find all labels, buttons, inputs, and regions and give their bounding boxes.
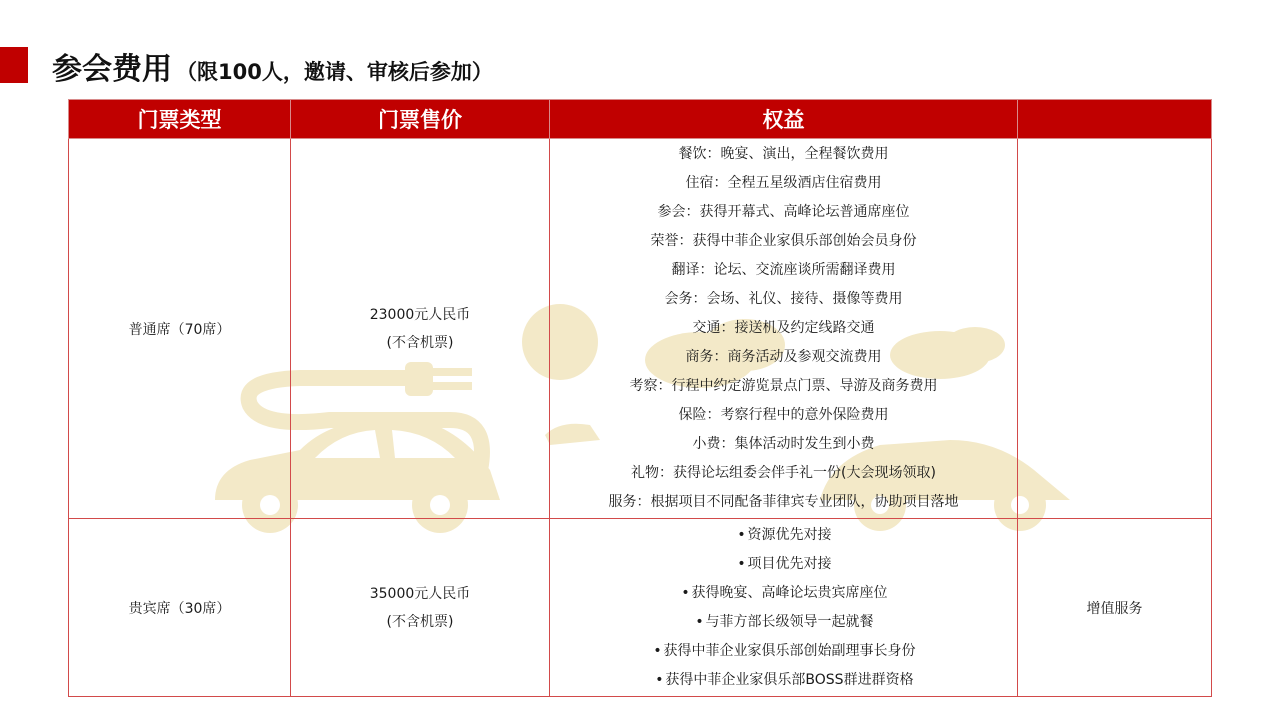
benefit-item: 商务：商务活动及参观交流费用 bbox=[685, 349, 882, 365]
ticket-price-cell bbox=[291, 519, 550, 697]
title-subtitle: （限100人，邀请、审核后参加） bbox=[176, 60, 493, 84]
benefit-item: 考察：行程中约定游览景点门票、导游及商务费用 bbox=[629, 378, 938, 394]
benefit-item: 住宿：全程五星级酒店住宿费用 bbox=[685, 175, 882, 191]
ticket-type-cell: 贵宾席（30席） bbox=[69, 519, 291, 697]
bullet-icon: • bbox=[737, 526, 746, 543]
benefit-item: 交通：接送机及约定线路交通 bbox=[692, 320, 875, 336]
table-header-row bbox=[69, 100, 1212, 139]
bullet-icon: • bbox=[681, 584, 690, 601]
benefit-item: 荣誉：获得中菲企业家俱乐部创始会员身份 bbox=[650, 233, 917, 249]
benefit-item: 参会：获得开幕式、高峰论坛普通席座位 bbox=[657, 204, 910, 220]
header-extra bbox=[1018, 100, 1212, 139]
price-value: 23000元人民币 bbox=[369, 306, 471, 323]
price-note: (不含机票) bbox=[386, 613, 454, 630]
bullet-text: 与菲方部长级领导一起就餐 bbox=[705, 613, 874, 630]
title-main: 参会费用 bbox=[52, 52, 172, 87]
benefits-cell bbox=[550, 519, 1018, 697]
bullet-text: 获得中菲企业家俱乐部创始副理事长身份 bbox=[663, 642, 916, 659]
bullet-icon: • bbox=[655, 671, 664, 688]
benefit-bullet-item bbox=[550, 521, 1017, 550]
fee-table bbox=[68, 99, 1212, 697]
header-ticket-price: 门票售价 bbox=[291, 100, 550, 139]
bullet-icon: • bbox=[737, 555, 746, 572]
benefit-item: 翻译：论坛、交流座谈所需翻译费用 bbox=[671, 262, 896, 278]
bullet-text: 获得晚宴、高峰论坛贵宾席座位 bbox=[691, 584, 888, 601]
bullet-icon: • bbox=[653, 642, 662, 659]
extra-cell: 增值服务 bbox=[1018, 519, 1212, 697]
benefit-item: 礼物：获得论坛组委会伴手礼一份(大会现场领取) bbox=[631, 465, 936, 481]
price-note: (不含机票) bbox=[386, 334, 454, 351]
benefit-item: 保险：考察行程中的意外保险费用 bbox=[678, 407, 889, 423]
bullet-icon: • bbox=[695, 613, 704, 630]
header-benefits: 权益 bbox=[550, 100, 1018, 139]
bullet-text: 项目优先对接 bbox=[747, 555, 832, 572]
benefit-bullet-item bbox=[550, 608, 1017, 637]
table-row bbox=[69, 519, 1212, 697]
bullet-text: 获得中菲企业家俱乐部BOSS群进群资格 bbox=[665, 671, 914, 688]
bullet-text: 资源优先对接 bbox=[747, 526, 832, 543]
benefit-bullet-item bbox=[550, 666, 1017, 695]
header-ticket-type: 门票类型 bbox=[69, 100, 291, 139]
benefit-item: 小费：集体活动时发生到小费 bbox=[692, 436, 875, 452]
benefit-item: 服务：根据项目不同配备菲律宾专业团队，协助项目落地 bbox=[608, 494, 959, 510]
benefit-bullet-item bbox=[550, 550, 1017, 579]
benefits-cell bbox=[550, 139, 1018, 519]
table-row bbox=[69, 139, 1212, 519]
ticket-type-cell: 普通席（70席） bbox=[69, 139, 291, 519]
benefit-bullet-item bbox=[550, 637, 1017, 666]
price-value: 35000元人民币 bbox=[369, 585, 471, 602]
benefit-item: 餐饮：晚宴、演出，全程餐饮费用 bbox=[678, 146, 889, 162]
benefit-bullet-item bbox=[550, 579, 1017, 608]
extra-cell bbox=[1018, 139, 1212, 519]
benefit-item: 会务：会场、礼仪、接待、摄像等费用 bbox=[664, 291, 903, 307]
ticket-price-cell bbox=[291, 139, 550, 519]
